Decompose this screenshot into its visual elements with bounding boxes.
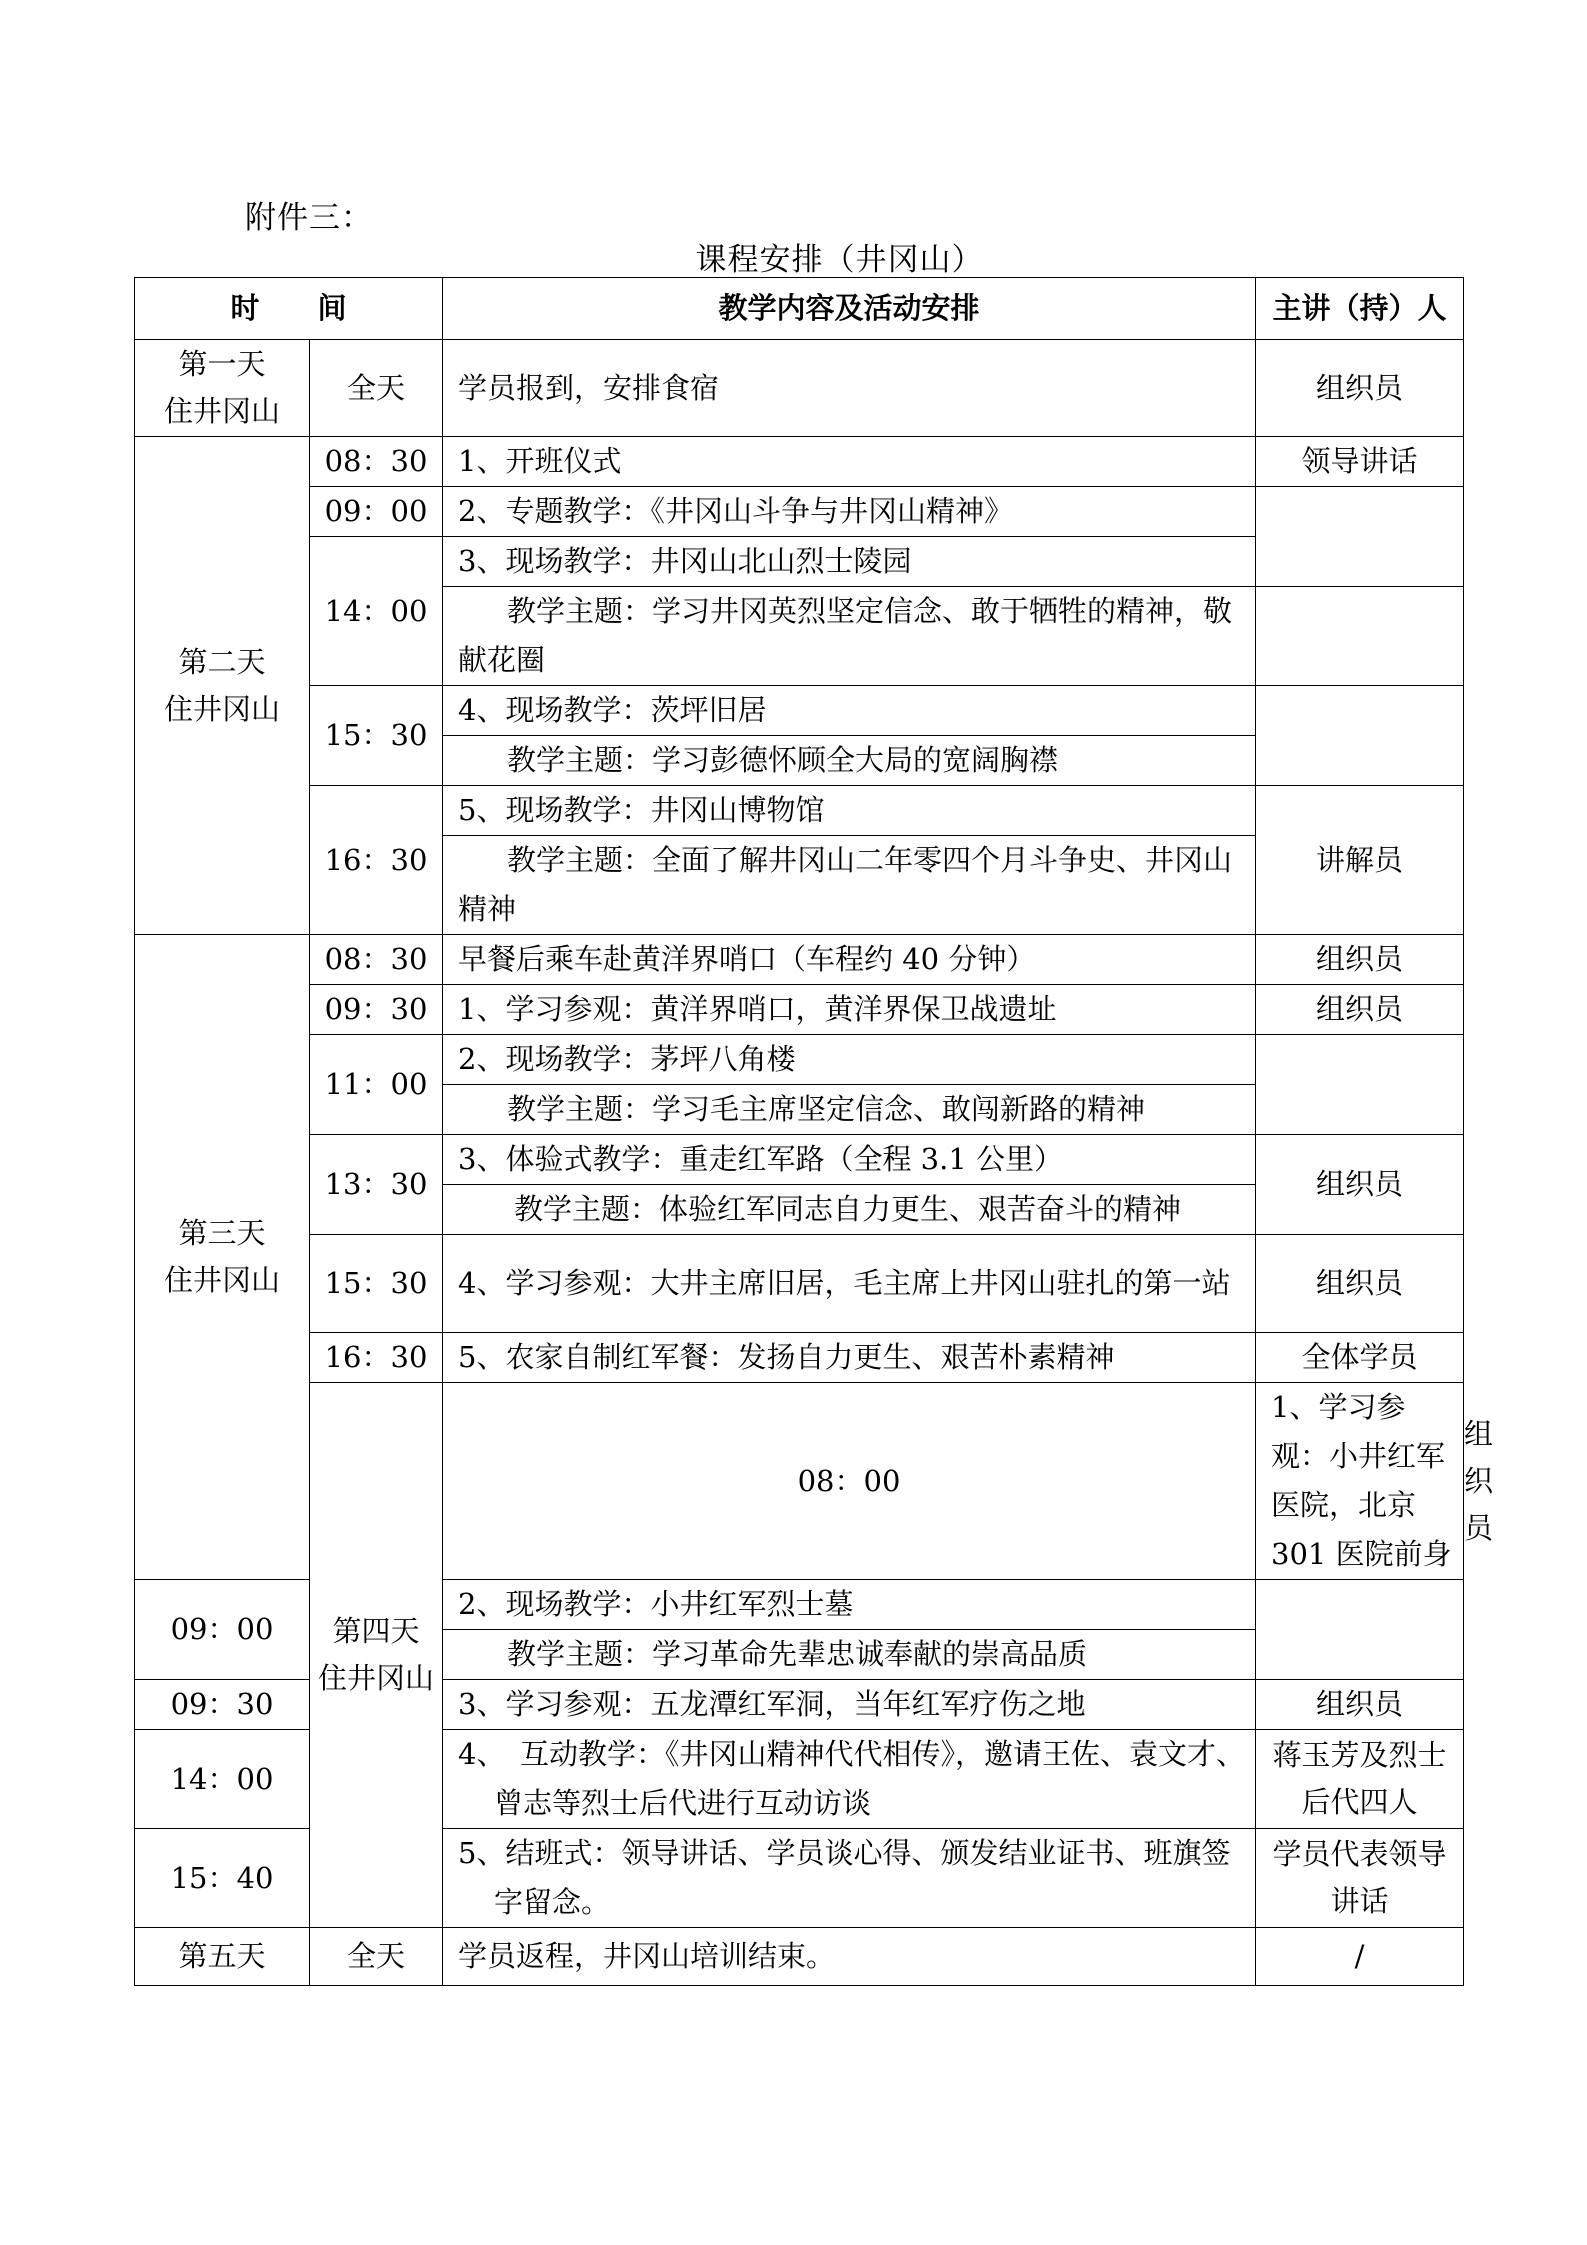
table-row xyxy=(135,686,1464,736)
content-cell: 3、现场教学：井冈山北山烈士陵园 xyxy=(443,537,1256,587)
time-cell: 16：30 xyxy=(310,1333,443,1383)
content-cell: 学员返程，井冈山培训结束。 xyxy=(443,1928,1256,1986)
time-cell: 13：30 xyxy=(310,1135,443,1235)
day-cell xyxy=(135,935,310,1580)
table-row xyxy=(135,786,1464,836)
time-cell: 14：00 xyxy=(310,537,443,686)
attachment-label: 附件三： xyxy=(245,200,373,236)
content-text: 4、 互动教学：《井冈山精神代代相传》，邀请王佐、袁文才、曾志等烈士后代进行互动访谈 xyxy=(458,1737,1245,1820)
schedule-table xyxy=(134,277,1494,1986)
presenter-cell xyxy=(1256,1035,1464,1135)
content-cell: 5、现场教学：井冈山博物馆 xyxy=(443,786,1256,836)
presenter-cell xyxy=(1256,487,1464,587)
content-cell: 3、体验式教学：重走红军路（全程 3.1 公里） xyxy=(443,1135,1256,1185)
presenter-cell xyxy=(1256,686,1464,786)
day-label: 第一天 xyxy=(178,347,266,381)
table-row xyxy=(135,437,1464,487)
presenter-cell: 组织员 xyxy=(1256,985,1464,1035)
day-label: 第三天 xyxy=(178,1216,266,1250)
theme-cell: 教学主题：学习革命先辈忠诚奉献的崇高品质 xyxy=(443,1630,1256,1680)
content-cell xyxy=(443,1235,1256,1333)
theme-cell: 教学主题：学习彭德怀顾全大局的宽阔胸襟 xyxy=(443,736,1256,786)
page-title-text: 课程安排（井冈山） xyxy=(695,242,984,278)
table-row xyxy=(135,487,1464,537)
time-cell: 15：30 xyxy=(310,686,443,786)
content-cell: 3、学习参观：五龙潭红军洞，当年红军疗伤之地 xyxy=(443,1680,1256,1730)
content-cell: 学员报到，安排食宿 xyxy=(443,340,1256,437)
theme-text: 教学主题：学习井冈英烈坚定信念、敢于牺牲的精神，敬献花圈 xyxy=(458,594,1233,677)
theme-cell: 教学主题：学习毛主席坚定信念、敢闯新路的精神 xyxy=(443,1085,1256,1135)
time-cell: 14：00 xyxy=(135,1730,310,1829)
time-cell: 09：30 xyxy=(310,985,443,1035)
content-cell: 4、现场教学：茨坪旧居 xyxy=(443,686,1256,736)
day-label: 第四天 xyxy=(332,1614,420,1648)
time-cell: 15：40 xyxy=(135,1829,310,1928)
header-content: 教学内容及活动安排 xyxy=(443,278,1256,340)
time-cell: 08：00 xyxy=(443,1383,1256,1580)
content-cell: 1、学习参观：黄洋界哨口，黄洋界保卫战遗址 xyxy=(443,985,1256,1035)
time-cell: 15：30 xyxy=(310,1235,443,1333)
content-text: 4、学习参观：大井主席旧居，毛主席上井冈山驻扎的第一站 xyxy=(458,1266,1231,1300)
page-title xyxy=(0,234,1587,279)
time-cell: 09：30 xyxy=(135,1680,310,1730)
day-cell xyxy=(135,437,310,935)
time-cell: 08：30 xyxy=(310,437,443,487)
day-place: 住井冈山 xyxy=(163,394,280,428)
presenter-cell: 讲解员 xyxy=(1256,786,1464,935)
time-cell: 全天 xyxy=(310,340,443,437)
presenter-cell: / xyxy=(1256,1928,1464,1986)
presenter-cell: 组织员 xyxy=(1256,1235,1464,1333)
header-time: 时 间 xyxy=(135,278,443,340)
table-row xyxy=(135,340,1464,437)
content-cell xyxy=(443,1829,1256,1928)
header-presenter: 主讲（持）人 xyxy=(1256,278,1464,340)
day-cell xyxy=(310,1383,443,1928)
table-row: 第四天 住井冈山 08：00 1、学习参观：小井红军医院，北京 301 医院前身 组织员 xyxy=(135,1383,1464,1580)
content-cell: 1、开班仪式 xyxy=(443,437,1256,487)
presenter-cell: 组织员 xyxy=(1256,340,1464,437)
header-row xyxy=(135,278,1464,340)
content-cell xyxy=(443,1730,1256,1829)
presenter-cell: 蒋玉芳及烈士后代四人 xyxy=(1256,1730,1464,1829)
theme-cell xyxy=(443,836,1256,935)
table-row xyxy=(135,1135,1464,1185)
theme-cell xyxy=(443,587,1256,686)
content-cell: 早餐后乘车赴黄洋界哨口（车程约 40 分钟） xyxy=(443,935,1256,985)
theme-cell: 教学主题：体验红军同志自力更生、艰苦奋斗的精神 xyxy=(443,1185,1256,1235)
content-cell: 2、现场教学：茅坪八角楼 xyxy=(443,1035,1256,1085)
time-cell: 16：30 xyxy=(310,786,443,935)
theme-text: 教学主题：全面了解井冈山二年零四个月斗争史、井冈山精神 xyxy=(458,843,1233,926)
time-cell: 全天 xyxy=(310,1928,443,1986)
time-cell: 09：00 xyxy=(310,487,443,537)
day-cell xyxy=(135,340,310,437)
day-place: 住井冈山 xyxy=(163,1263,280,1297)
content-text: 5、结班式：领导讲话、学员谈心得、颁发结业证书、班旗签字留念。 xyxy=(458,1836,1231,1919)
time-cell: 08：30 xyxy=(310,935,443,985)
day-cell: 第五天 xyxy=(135,1928,310,1986)
day-place: 住井冈山 xyxy=(318,1661,435,1695)
presenter-cell: 组织员 xyxy=(1256,1680,1464,1730)
presenter-cell: 组织员 xyxy=(1256,935,1464,985)
presenter-cell xyxy=(1256,1580,1464,1680)
table-row xyxy=(135,1035,1464,1085)
table-row xyxy=(135,985,1464,1035)
presenter-cell: 领导讲话 xyxy=(1256,437,1464,487)
presenter-cell: 学员代表领导讲话 xyxy=(1256,1829,1464,1928)
table-row xyxy=(135,1235,1464,1333)
content-cell: 1、学习参观：小井红军医院，北京 301 医院前身 xyxy=(1256,1383,1464,1580)
presenter-cell: 组织员 xyxy=(1256,1135,1464,1235)
content-cell: 2、专题教学：《井冈山斗争与井冈山精神》 xyxy=(443,487,1256,537)
table-row xyxy=(135,935,1464,985)
presenter-cell xyxy=(1256,587,1464,686)
content-cell: 2、现场教学：小井红军烈士墓 xyxy=(443,1580,1256,1630)
day-place: 住井冈山 xyxy=(163,691,280,726)
day-label: 第二天 xyxy=(178,644,266,679)
time-cell: 09：00 xyxy=(135,1580,310,1680)
time-cell: 11：00 xyxy=(310,1035,443,1135)
presenter-cell: 全体学员 xyxy=(1256,1333,1464,1383)
content-cell: 5、农家自制红军餐：发扬自力更生、艰苦朴素精神 xyxy=(443,1333,1256,1383)
table-row xyxy=(135,1928,1464,1986)
table-row xyxy=(135,1333,1464,1383)
